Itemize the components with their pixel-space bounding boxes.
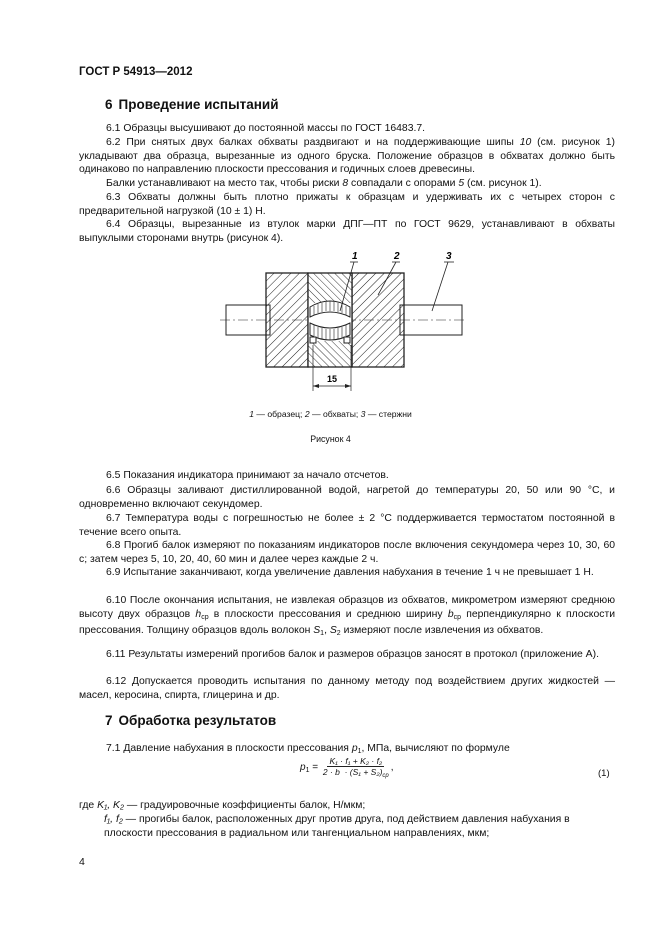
paragraph-6-6: 6.6 Образцы заливают дистиллированной водой, нагретой до температуры 20, 50 или 90 °С, и одновременно включают секундомер. [79,485,615,510]
formula-den-text: 2 · b · (S₁ + S₂) [322,767,383,777]
var-b: b [447,608,454,620]
p62c-ref-5: 5 [458,178,465,189]
p610-text-a: 6.10 После окончания испытания, не извлекая образцов из обхватов, микрометром измеряют среднюю высоту двух образцов [79,595,615,620]
section-7-title: Обработка результатов [118,713,277,728]
paragraph-6-1: 6.1 Образцы высушивают до постоянной массы по ГОСТ 16483.7. [106,123,426,134]
figure-4-title: Рисунок 4 [310,434,351,444]
legend-num-1: 1 [249,409,254,419]
p610-text-b: в плоскости прессования и среднюю ширину [208,608,448,620]
label-3: 3 [446,251,452,262]
paragraph-6-4: 6.4 Образцы, вырезанные из втулок марки ДПГ—ПТ по ГОСТ 9629, устанавливают в обхваты выпуклыми сторонами внутрь (рисунок 4). [79,219,615,244]
formula-den-sub: ср [382,773,389,779]
formula-equals: = [309,762,321,773]
p62c-text-a: Балки устанавливают на место так, чтобы риски [106,178,343,189]
clamp-center-top [308,273,352,303]
p62c-text-b: совпадали с опорами [348,178,459,189]
def-k-where: где [79,800,98,811]
document-code-header: ГОСТ Р 54913—2012 [79,66,193,78]
paragraph-6-5: 6.5 Показания индикатора принимают за начало отсчетов. [106,470,389,481]
clamp-right [352,273,404,367]
section-7-heading [105,713,282,728]
p62-text-a: 6.2 При снятых двух балках обхваты раздвигают и на поддерживающие шипы [106,137,520,148]
formula-lhs-sub: 1 [305,766,310,774]
p62c-ref-8: 8 [342,178,349,189]
formula-lhs [300,762,309,774]
p62-ref-10: 10 [519,137,532,148]
pin-right [344,337,350,343]
section-6-heading [105,97,285,112]
section-7-number: 7 [105,713,113,728]
var-s1-sub: 1 [320,630,325,638]
formula-1 [300,756,394,779]
p62c-text-c: (см. рисунок 1). [464,178,542,189]
p71-text-b: , МПа, вычисляют по формуле [361,743,510,754]
var-p: p [351,743,358,754]
var-p-sub: 1 [357,748,362,755]
legend-text-1: — образец; [253,409,305,419]
formula-fraction [321,756,391,779]
page-number: 4 [79,856,85,868]
def-k-text: — градуировочные коэффициенты балок, Н/мкм; [123,800,366,811]
section-6-number: 6 [105,97,113,112]
var-separator: , [324,625,330,637]
label-1: 1 [352,251,358,262]
legend-text-2: — обхваты; [309,409,361,419]
definition-f [104,813,615,840]
formula-numerator: K₁ · f₁ + K₂ · f₂ [329,756,383,766]
paragraph-6-11: 6.11 Результаты измерений прогибов балок и размеров образцов заносят в протокол (приложение А). [106,649,599,660]
p71-text-a: 7.1 Давление набухания в плоскости прессования [106,743,352,754]
p610-text-d: измеряют после извлечения из обхватов. [340,625,544,637]
legend-text-3: — стержни [365,409,412,419]
var-s2-sub: 2 [336,630,341,638]
def-k-vars: K₁, K₂ [97,800,124,811]
paragraph-6-7: 6.7 Температура воды с погрешностью не более ± 2 °С поддерживается термостатом постоянной в течение всего опыта. [79,513,615,538]
paragraph-6-9: 6.9 Испытание заканчивают, когда увеличение давления набухания в течение 1 ч не превышает 1 Н. [106,567,594,578]
leader-3 [432,262,448,311]
legend-num-2: 2 [304,409,310,419]
figure-4-legend [0,409,661,419]
clamp-left [266,273,308,367]
paragraph-6-2 [79,136,615,177]
paragraph-6-2-cont [79,177,615,191]
clamp-center-bottom [308,341,352,367]
def-f-vars: f₁, f₂ [104,814,123,825]
section-6-title: Проведение испытаний [118,97,279,112]
paragraph-6-3: 6.3 Обхваты должны быть плотно прижаты к образцам и удерживать их с четырех сторон с предварительной нагрузкой (10 ± 1) Н. [79,192,615,217]
var-h: h [195,608,202,620]
var-h-sub: ср [201,613,209,621]
dim-value: 15 [326,374,338,384]
var-s2: S [329,625,337,637]
label-2: 2 [394,251,400,262]
figure-4-drawing [200,245,480,397]
p62-text-b: (см. рисунок 1) укладывают два образца, вырезанные из одного бруска. Положение образцов в обхватах должно быть одинаково по направлению плоскости прессования и годичных слоев древесины. [79,137,615,176]
legend-num-3: 3 [360,409,366,419]
def-f-text: — прогибы балок, расположенных друг против друга, под действием давления набухания в плоскости прессования в радиальном или тангенциальном направлениях, мкм; [104,814,570,839]
paragraph-6-12: 6.12 Допускается проводить испытания по данному методу под воздействием других жидкостей — масел, керосина, спирта, глицерина и др. [79,676,615,701]
paragraph-6-8: 6.8 Прогиб балок измеряют по показаниям индикаторов после включения секундомера через 10, 30, 60 с; затем через 5, 10, 20, 40, 60 мин и далее через каждые 2 ч. [79,540,615,565]
pin-left [310,337,316,343]
formula-lhs-var: p [300,761,306,773]
paragraph-6-10 [79,594,615,641]
equation-number: (1) [598,768,610,779]
var-s1: S [313,625,321,637]
p610-text-c: перпендикулярно к плоскости прессования. Толщину образцов вдоль волокон [79,608,616,637]
formula-comma: , [390,762,394,773]
var-b-sub: ср [453,613,462,621]
definition-k [79,799,615,813]
formula-denominator [321,767,391,779]
